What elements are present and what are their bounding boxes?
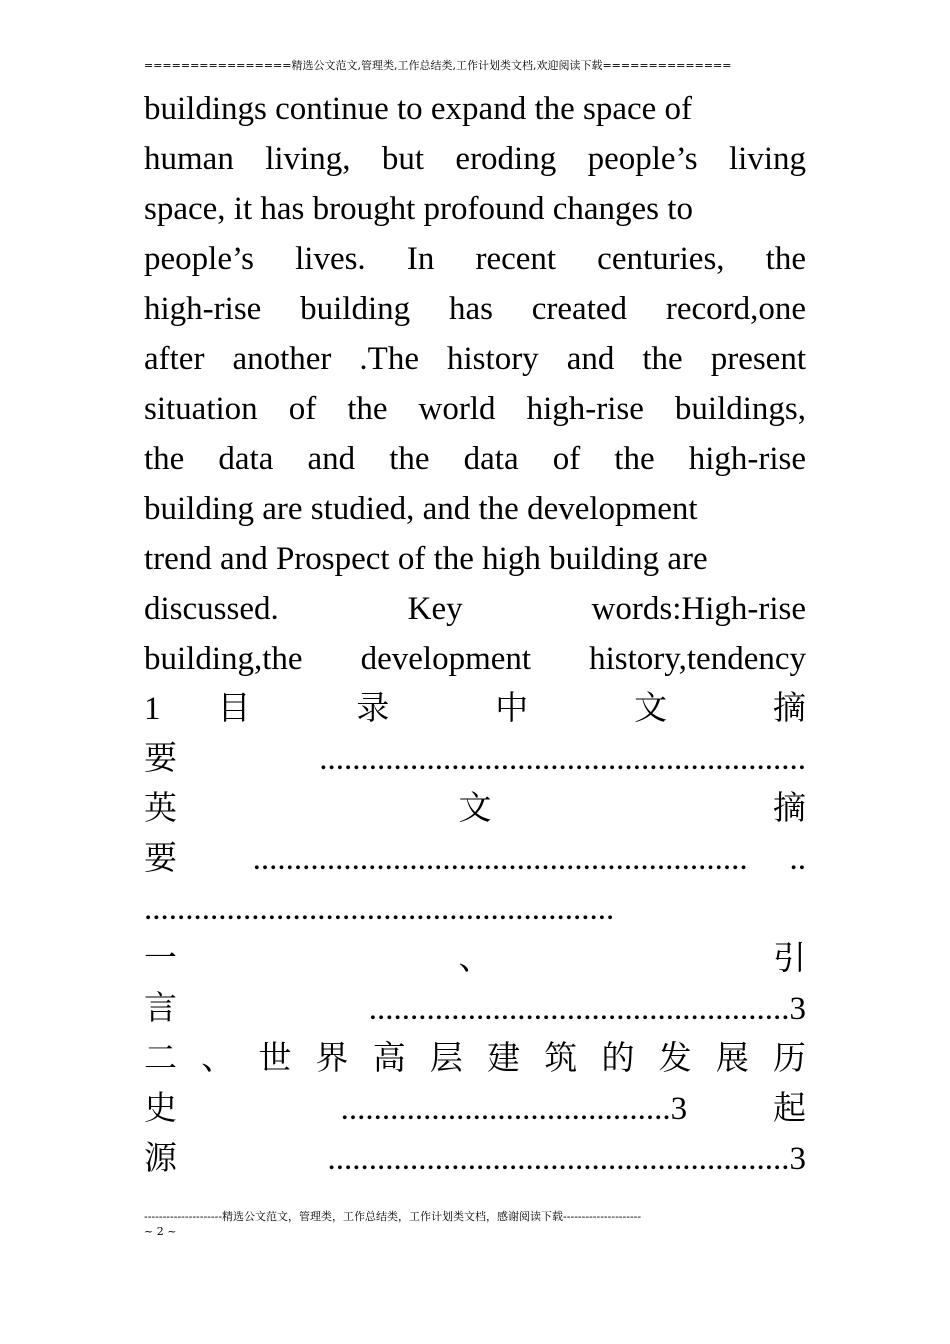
- body-line: buildings continue to expand the space of: [144, 91, 693, 127]
- body-line: the data and the data of the high-rise: [144, 441, 806, 477]
- body-line: 要 ...........................................................: [144, 741, 806, 777]
- body-line: 史 ........................................3 起: [144, 1091, 806, 1127]
- page-footer: ---------------------精选公文范文，管理类，工作总结类，工作计划类文档，感谢阅读下载---------------------: [144, 1210, 642, 1223]
- body-line: building,the development history,tendency: [144, 641, 806, 677]
- body-line: 源 ........................................................3: [144, 1141, 806, 1177]
- body-line: building are studied, and the development: [144, 491, 698, 527]
- body-line: 要 ............................................................ ..: [144, 841, 806, 877]
- page-number: ~ 2 ~: [144, 1225, 177, 1238]
- body-line: high-rise building has created record,one: [144, 291, 806, 327]
- body-line: situation of the world high-rise buildings,: [144, 391, 806, 427]
- document-body: [144, 84, 806, 1184]
- body-line: trend and Prospect of the high building are: [144, 541, 708, 577]
- body-line: after another .The history and the present: [144, 341, 806, 377]
- body-line: 言 ...................................................3: [144, 991, 806, 1027]
- page-header: ================精选公文范文,管理类,工作总结类,工作计划类文档,欢迎阅读下载==============: [144, 59, 732, 72]
- body-line: space, it has brought profound changes to: [144, 191, 693, 227]
- body-line: .........................................................: [144, 891, 615, 927]
- body-line: 一 、 引: [144, 941, 806, 977]
- body-line: 1 目 录 中 文 摘: [144, 691, 806, 727]
- body-line: discussed. Key words:High-rise: [144, 591, 806, 627]
- body-line: 二 、 世 界 高 层 建 筑 的 发 展 历: [144, 1041, 806, 1077]
- body-line: 英 文 摘: [144, 791, 806, 827]
- body-line: people’s lives. In recent centuries, the: [144, 241, 806, 277]
- body-line: human living, but eroding people’s living: [144, 141, 806, 177]
